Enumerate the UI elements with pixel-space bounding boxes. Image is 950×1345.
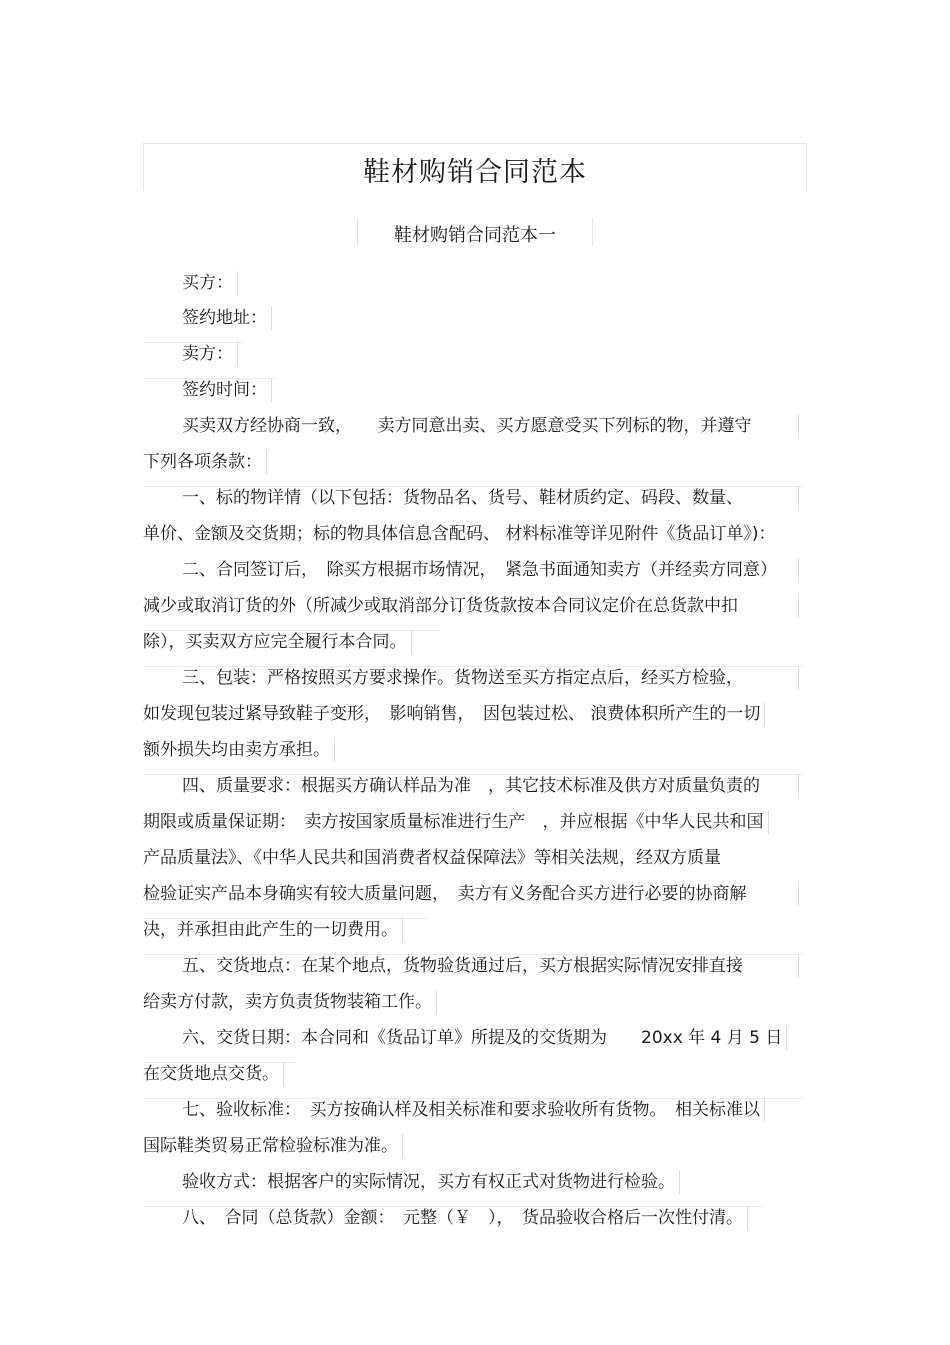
clause-line: 减少或取消订货的外（所减少或取消部分订货货款按本合同议定价在总货款中扣	[143, 594, 799, 618]
clause-line: 验收方式：根据客户的实际情况，买方有权正式对货物进行检验。	[182, 1170, 680, 1194]
clause-line: 五、交货地点：在某个地点，货物验货通过后，买方根据实际情况安排直接	[182, 954, 799, 978]
clause-line: 二、合同签订后， 除买方根据市场情况， 紧急书面通知卖方（并经卖方同意）	[182, 558, 799, 582]
clause-line: 额外损失均由卖方承担。	[143, 738, 335, 762]
clause-line: 七、验收标准： 买方按确认样及相关标准和要求验收所有货物。 相关标准以	[182, 1098, 765, 1122]
clause-line: 除），买卖双方应完全履行本合同。	[143, 630, 412, 654]
clause-line: 产品质量法》、《中华人民共和国消费者权益保障法》等相关法规，经双方质量	[143, 848, 721, 868]
document-subtitle: 鞋材购销合同范本一	[394, 225, 556, 246]
clause-line: 六、交货日期：本合同和《货品订单》所提及的交货期为 20xx 年 4 月 5 日	[182, 1026, 787, 1050]
sign-time-label: 签约时间：	[182, 378, 272, 402]
clause-line: 一、标的物详情（以下包括：货物品名、货号、鞋材质约定、码段、数量、	[182, 486, 799, 510]
clause-line: 下列各项条款：	[143, 450, 267, 474]
clause-line: 八、 合同（总货款）金额： 元整（￥ ）， 货品验收合格后一次性付清。	[182, 1206, 748, 1230]
clause-line: 买卖双方经协商一致， 卖方同意出卖、买方愿意受买下列标的物，并遵守	[182, 414, 799, 438]
clause-line: 在交货地点交货。	[143, 1062, 284, 1086]
clause-line: 检验证实产品本身确实有较大质量问题， 卖方有义务配合买方进行必要的协商解	[143, 882, 799, 906]
clause-line: 三、包装：严格按照买方要求操作。货物送至买方指定点后，经买方检验，	[182, 666, 799, 690]
clause-line: 四、质量要求：根据买方确认样品为准 ，其它技术标准及供方对质量负责的	[182, 774, 799, 798]
clause-line: 如发现包装过紧导致鞋子变形， 影响销售， 因包装过松、 浪费体积所产生的一切	[143, 702, 765, 726]
clause-line: 期限或质量保证期： 卖方按国家质量标准进行生产 ，并应根据《中华人民共和国	[143, 810, 769, 834]
seller-label: 卖方：	[182, 342, 238, 366]
document-title: 鞋材购销合同范本	[363, 157, 587, 188]
clause-line: 单价、金额及交货期；标的物具体信息含配码、 材料标准等详见附件《货品订单》)：	[143, 524, 776, 544]
clause-line: 国际鞋类贸易正常检验标准为准。	[143, 1134, 403, 1158]
clause-line: 决，并承担由此产生的一切费用。	[143, 918, 403, 942]
buyer-label: 买方：	[182, 271, 238, 295]
sign-place-label: 签约地址：	[182, 306, 272, 330]
clause-line: 给卖方付款，卖方负责货物装箱工作。	[143, 990, 437, 1014]
